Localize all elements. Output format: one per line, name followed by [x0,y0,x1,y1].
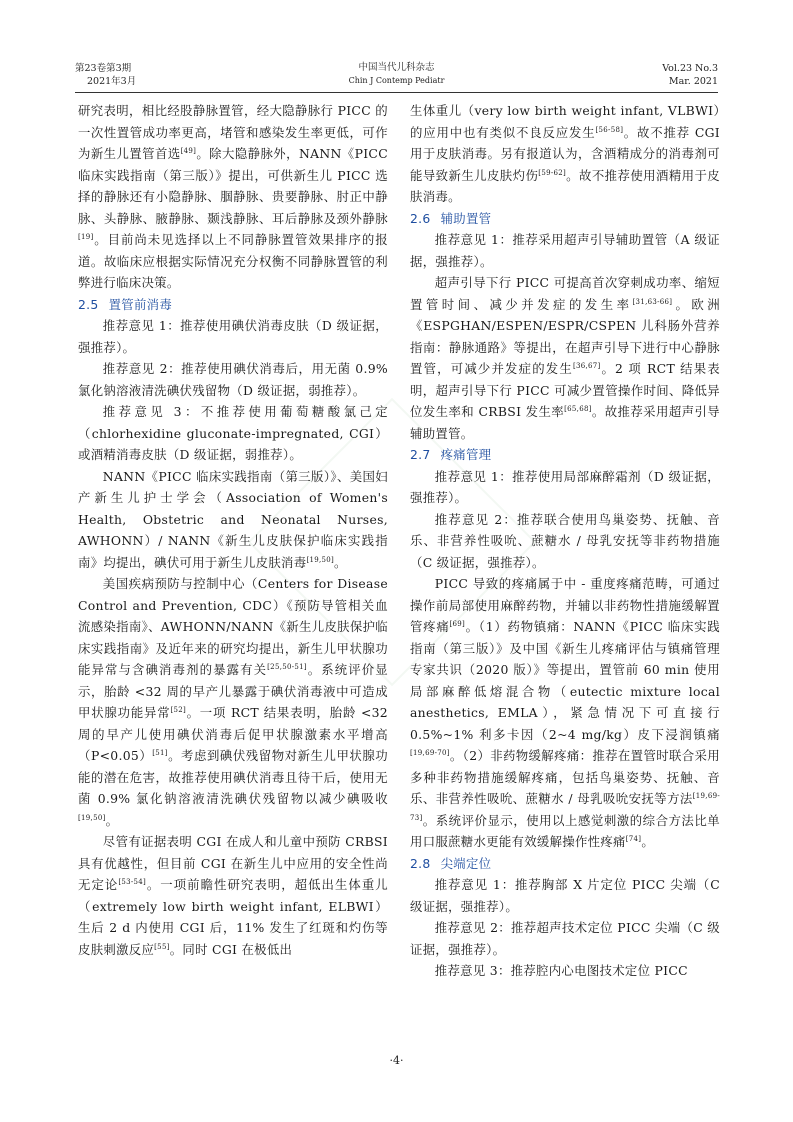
citation-ref: [74] [625,834,642,843]
paragraph-text: 推荐意见 3：不推荐使用葡萄糖酸氯己定（chlorhexidine gluconate-impregnated, CGI）或酒精消毒皮肤（D 级证据，弱推荐）。 [78,404,388,462]
paragraph [410,509,720,574]
paragraph-text: 。故推荐采用超声引导辅助置管。 [410,404,720,441]
paragraph-text: NANN《PICC 临床实践指南（第三版）》、美国妇产新生儿护士学会（Association of Women's Health, Obstetric and Neonatal Nurses, AWHONN）/ NANN《新生儿皮肤保护临床实践指南》均提出，碘伏可用于新生儿皮肤消毒 [78,468,388,570]
paragraph-text: 。同时 CGI 在极低出 [169,941,293,957]
section-title: 疼痛管理 [440,447,492,462]
paragraph-text: 。2 项 RCT 结果表明，超声引导下行 PICC 可减少置管操作时间、降低异位发生率和 CRBSI 发生率 [410,361,720,419]
paragraph-text: 。系统评价显示，胎龄 <32 周的早产儿暴露于碘伏消毒液中可造成甲状腺功能异常 [78,662,388,720]
paragraph-text: 。一项前瞻性研究表明，超低出生体重儿（extremely low birth weight infant, ELBWI）生后 2 d 内使用 CGI 后，11% 发生了红斑和灼伤等皮肤刺激反应 [78,877,388,957]
left-column [78,100,388,960]
paragraph [78,831,388,960]
section-title: 尖端定位 [440,855,492,871]
paragraph [410,917,720,960]
paragraph-text: 超声引导下行 PICC 可提高首次穿刺成功率、缩短置管时间、减少并发症的发生率 [410,275,720,312]
paragraph-text: 推荐意见 2：推荐联合使用鸟巢姿势、抚触、音乐、非营养性吸吮、蔗糖水 / 母乳安抚等非药物措施（C 级证据，强推荐）。 [410,511,720,570]
paragraph-text: 。（1）药物镇痛：NANN《PICC 临床实践指南（第三版）》及中国《新生儿疼痛评估与镇痛管理专家共识（2020 版）》等提出，置管前 60 min 使用局部麻醉低熔混合物（eutectic mixture local anesthetics, EMLA），紧急情况下可直接行 0.5%~1% 利多卡因（2~4 mg/kg）皮下浸润镇痛 [410,619,720,742]
paragraph-text: 推荐意见 1：推荐胸部 X 片定位 PICC 尖端（C 级证据，强推荐）。 [410,877,720,914]
paragraph-text: PICC 导致的疼痛属于中 - 重度疼痛范畴，可通过操作前局部使用麻醉药物，并辅以非药物性措施缓解置管疼痛 [410,576,720,634]
citation-ref: [19,50] [78,813,106,822]
citation-ref: [59-62] [538,168,567,177]
section-title: 置管前消毒 [108,296,173,312]
paragraph [410,100,720,208]
paragraph [410,466,720,509]
right-column [410,100,720,982]
citation-ref: [36,67] [572,361,601,370]
paragraph-text: 。 [105,812,119,828]
paragraph-text: 。除大隐静脉外，NANN《PICC 临床实践指南（第三版）》提出，可供新生儿 PICC 选择的静脉还有小隐静脉、腘静脉、贵要静脉、肘正中静脉、头静脉、腋静脉、颞浅静脉、耳后静脉及颈外静脉 [78,146,388,226]
paragraph [410,229,720,272]
paragraph-text: 尽管有证据表明 CGI 在成人和儿童中预防 CRBSI 具有优越性，但目前 CGI 在新生儿中应用的安全性尚无定论 [78,834,388,892]
citation-ref: [52] [170,705,187,714]
section-number: 2.5 [78,296,99,312]
paragraph-text: 。 [334,554,347,570]
citation-ref: [31,63-66] [632,297,673,306]
paragraph [410,573,720,853]
paragraph-text: 推荐意见 1：推荐使用局部麻醉霜剂（D 级证据，强推荐）。 [410,468,720,505]
citation-ref: [49] [180,146,197,155]
page-number: ·4· [389,1054,404,1067]
paragraph-text: 。目前尚未见选择以上不同静脉置管效果排序的报道。故临床应根据实际情况充分权衡不同静脉置管的利弊进行临床决策。 [78,232,388,290]
paragraph-text: 。考虑到碘伏残留物对新生儿甲状腺功能的潜在危害，故推荐使用碘伏消毒且待干后，使用无菌 0.9% 氯化钠溶液清洗碘伏残留物以减少碘吸收 [78,748,388,806]
paragraph-text: 。 [641,834,655,849]
citation-ref: [55] [154,942,170,951]
paragraph [78,100,388,294]
section-heading [410,853,720,875]
citation-ref: [69] [449,619,466,628]
paragraph-text: 。欧洲《ESPGHAN/ESPEN/ESPR/CSPEN 儿科肠外营养指南：静脉通路》等提出，在超声引导下进行中心静脉置管，可减少并发症的发生 [410,296,720,376]
paragraph-text: 生体重儿（very low birth weight infant, VLBWI）的应用中也有类似不良反应发生 [410,103,720,140]
section-number: 2.8 [410,855,431,871]
paragraph [410,272,720,444]
section-number: 2.7 [410,447,431,462]
paragraph-text: 推荐意见 1：推荐使用碘伏消毒皮肤（D 级证据，强推荐）。 [78,318,388,355]
citation-ref: [19] [78,232,94,241]
paragraph-text: 研究表明，相比经股静脉置管，经大隐静脉行 PICC 的一次性置管成功率更高，堵管和感染发生率更低，可作为新生儿置管首选 [78,103,388,161]
paragraph-text: 推荐意见 1：推荐采用超声引导辅助置管（A 级证据，强推荐）。 [410,232,720,269]
paragraph [410,960,720,982]
paragraph-text: 推荐意见 2：推荐使用碘伏消毒后，用无菌 0.9% 氯化钠溶液清洗碘伏残留物（D 级证据，弱推荐）。 [78,361,388,398]
paragraph-text: 推荐意见 2：推荐超声技术定位 PICC 尖端（C 级证据，强推荐）。 [410,920,720,957]
paragraph [78,466,388,574]
header-center: 中国当代儿科杂志 Chin J Contemp Pediatr [348,62,445,85]
header-right: Vol.23 No.3 Mar. 2021 [662,63,718,87]
paragraph [78,573,388,831]
citation-ref: [65,68] [564,404,592,413]
paragraph [410,874,720,917]
paragraph-text: 美国疾病预防与控制中心（Centers for Disease Control and Prevention, CDC）《预防导管相关血流感染指南》、AWHONN/NANN《新生儿皮肤保护临床实践指南》及近年来的研究均提出，新生儿甲状腺功能异常与含碘消毒剂的暴露有关 [78,576,388,677]
running-header [75,60,718,93]
citation-ref: [56-58] [595,125,624,134]
paragraph [78,358,388,401]
paragraph-text: 。一项 RCT 结果表明，胎龄 <32 周的早产儿使用碘伏消毒后促甲状腺激素水平增高（P<0.05） [78,705,388,763]
section-heading [410,208,720,230]
paragraph [78,401,388,466]
citation-ref: [25,50-51] [267,662,307,671]
section-heading [78,294,388,316]
paragraph-text: 。系统评价显示，使用以上感觉刺激的综合方法比单用口服蔗糖水更能有效缓解操作性疼痛 [410,812,720,849]
paragraph-text: 。（2）非药物缓解疼痛：推荐在置管时联合采用多种非药物措施缓解疼痛，包括鸟巢姿势、抚触、音乐、非营养性吸吮、蔗糖水 / 母乳吸吮安抚等方法 [410,748,720,806]
section-heading [410,444,720,466]
citation-ref: [53-54] [118,877,147,886]
citation-ref: [51] [152,748,168,757]
header-left: 第23卷第3期 2021年3月 [75,63,137,87]
citation-ref: [19,50] [306,555,335,564]
paragraph-text: 。故不推荐 CGI 用于皮肤消毒。另有报道认为，含酒精成分的消毒剂可能导致新生儿皮肤灼伤 [410,124,721,183]
paragraph [78,315,388,358]
citation-ref: [19,69-73] [410,791,720,822]
section-number: 2.6 [410,210,431,226]
citation-ref: [19,69-70] [410,748,450,757]
paragraph-text: 。故不推荐使用酒精用于皮肤消毒。 [410,167,720,204]
paragraph-text: 推荐意见 3：推荐腔内心电图技术定位 PICC [434,963,688,978]
section-title: 辅助置管 [440,210,492,226]
